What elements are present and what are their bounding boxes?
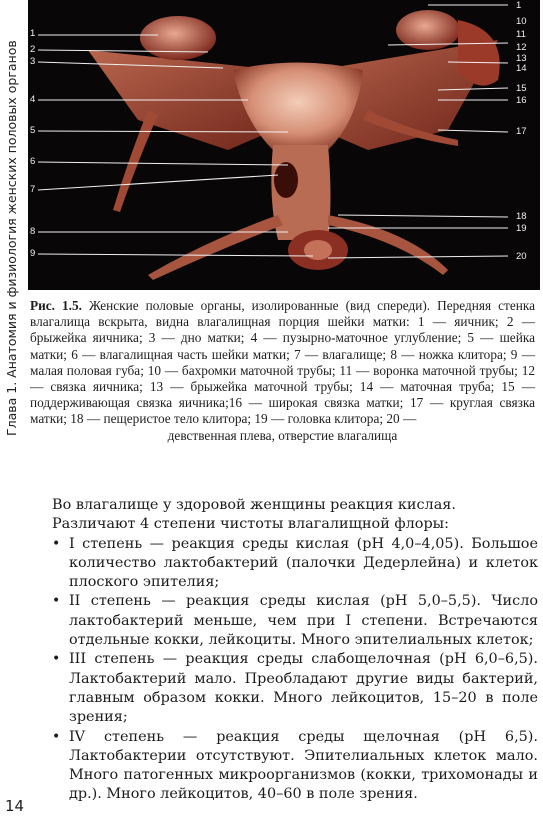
running-head-text: Глава 1. Анатомия и физиология женских половых органов: [4, 40, 19, 436]
list-item: [52, 728, 538, 805]
caption-text: Женские половые органы, изолированные (вид спереди). Передняя стенка влагалища вскрыта, видна влагалищная порция шейки матки: 1 — яичник; 2 — брыжейка яичника; 3 — дно матки; 4 — пузырно-маточное углубление; 5 — шейка матки; 6 — влагалищная часть шейки матки; 7 — влагалище; 8 — ножка клитора; 9 — малая половая губа; 10 — бахромки маточной трубы; 11 — воронка маточной трубы; 12 — связка яичника; 13 — брыжейка маточной трубы; 14 — маточная труба; 15 — поддерживающая связка яичника;16 — широкая связка матки; 17 — круглая связка матки; 18 — пещеристое тело клитора; 19 — головка клитора; 20 —: [30, 298, 535, 427]
figure-label: 13: [516, 53, 527, 64]
figure-label: 7: [30, 184, 36, 195]
figure-label: 20: [516, 251, 527, 262]
figure-label: 10: [516, 16, 527, 27]
figure-label: 8: [30, 226, 36, 237]
figure-label: 6: [30, 156, 36, 167]
figure-label: 1: [516, 0, 522, 11]
figure-label: 18: [516, 211, 527, 222]
figure-label: 2: [30, 44, 36, 55]
figure-label: 5: [30, 125, 36, 136]
bullet: •: [52, 651, 61, 668]
flora-degree-list: [52, 535, 538, 805]
list-item: [52, 535, 538, 593]
caption-end: девственная плева, отверстие влагалища: [167, 427, 398, 443]
figure-label: 12: [516, 42, 527, 53]
list-item-text: I степень — реакция среды кислая (pH 4,0–4,05). Большое количество лактобактерий (палочки Дедерлейна) и клеток плоского эпителия;: [69, 535, 538, 591]
figure-label: 1: [30, 28, 36, 39]
running-head: [0, 0, 22, 440]
list-item-text: II степень — реакция среды кислая (pH 5,0–5,5). Число лактобактерий меньше, чем при I степени. Встречаются отдельные кокки, лейкоциты. Много эпителиальных клеток;: [69, 593, 538, 649]
bullet: •: [52, 535, 61, 552]
figure-label: 4: [30, 94, 36, 105]
paragraph: Во влагалище у здоровой женщины реакция кислая.: [52, 497, 456, 513]
bullet: •: [52, 593, 61, 610]
caption-label: Рис. 1.5.: [30, 298, 82, 313]
figure-caption: [30, 298, 535, 444]
figure-label: 17: [516, 126, 527, 137]
figure-label: 19: [516, 223, 527, 234]
body-text: [52, 496, 538, 805]
figure-label: 9: [30, 248, 36, 259]
figure-label: 11: [516, 29, 526, 40]
anatomy-figure: [28, 0, 540, 290]
list-item: [52, 650, 538, 727]
paragraph: Различают 4 степени чистоты влагалищной флоры:: [52, 516, 449, 533]
anatomy-photo: [28, 0, 540, 290]
figure-label: 14: [516, 63, 527, 74]
figure-label: 15: [516, 83, 527, 94]
figure-label: 16: [516, 95, 527, 106]
page-number: 14: [5, 797, 25, 815]
list-item: [52, 592, 538, 650]
list-item-text: III степень — реакция среды слабощелочная (pH 6,0–6,5). Лактобактерий мало. Преобладают другие виды бактерий, главным образом кокки. Много лейкоцитов, 15–20 в поле зрения;: [69, 651, 538, 726]
figure-label: 3: [30, 56, 36, 67]
list-item-text: IV степень — реакция среды щелочная (pH 6,5). Лактобактерии отсутствуют. Эпителиальных клеток мало. Много патогенных микроорганизмов (кокки, трихомонады и др.). Много лейкоцитов, 40–60 в поле зрения.: [69, 728, 538, 803]
bullet: •: [52, 728, 61, 745]
